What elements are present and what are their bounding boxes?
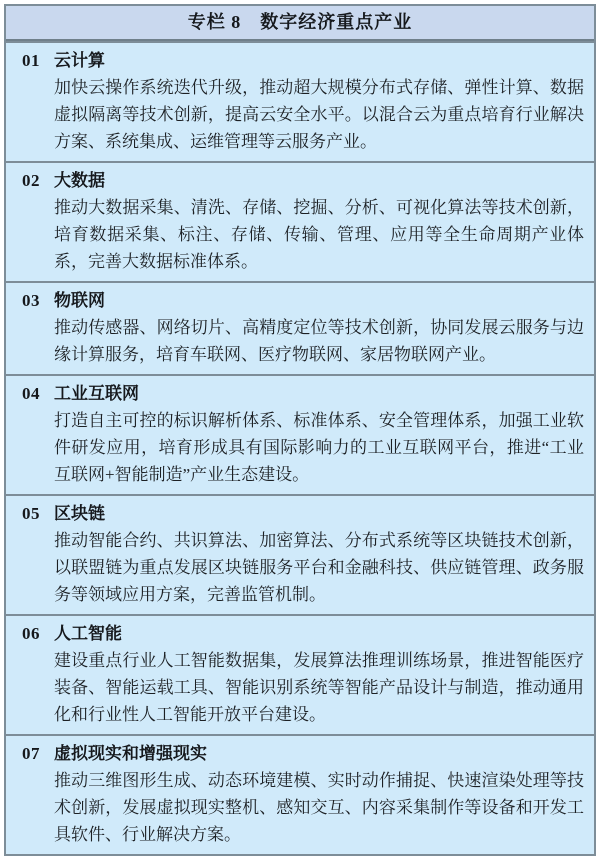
policy-box bbox=[4, 4, 596, 856]
row-title: 大数据 bbox=[54, 171, 105, 190]
industry-row-iot bbox=[6, 281, 594, 374]
row-title: 工业互联网 bbox=[54, 384, 139, 403]
industry-row-cloud-computing bbox=[6, 41, 594, 161]
row-number: 07 bbox=[22, 744, 40, 763]
row-description: 推动传感器、网络切片、高精度定位等技术创新，协同发展云服务与边缘计算服务，培育车联网、医疗物联网、家居物联网产业。 bbox=[54, 318, 584, 364]
row-head bbox=[22, 740, 584, 767]
row-description: 推动大数据采集、清洗、存储、挖掘、分析、可视化算法等技术创新，培育数据采集、标注、存储、传输、管理、应用等全生命周期产业体系，完善大数据标准体系。 bbox=[54, 198, 584, 271]
row-number: 02 bbox=[22, 171, 40, 190]
row-description: 推动三维图形生成、动态环境建模、实时动作捕捉、快速渲染处理等技术创新，发展虚拟现实整机、感知交互、内容采集制作等设备和开发工具软件、行业解决方案。 bbox=[54, 771, 584, 844]
row-head bbox=[22, 47, 584, 74]
industry-row-big-data bbox=[6, 161, 594, 281]
row-number: 03 bbox=[22, 291, 40, 310]
row-title: 人工智能 bbox=[54, 624, 122, 643]
row-head bbox=[22, 620, 584, 647]
industry-row-ai bbox=[6, 614, 594, 734]
box-title: 专栏 8 数字经济重点产业 bbox=[187, 12, 413, 32]
box-header bbox=[6, 6, 594, 41]
row-number: 04 bbox=[22, 384, 40, 403]
row-title: 云计算 bbox=[54, 51, 105, 70]
row-number: 05 bbox=[22, 504, 40, 523]
row-description: 建设重点行业人工智能数据集，发展算法推理训练场景，推进智能医疗装备、智能运载工具、智能识别系统等智能产品设计与制造，推动通用化和行业性人工智能开放平台建设。 bbox=[54, 651, 584, 724]
row-title: 区块链 bbox=[54, 504, 105, 523]
industry-row-blockchain bbox=[6, 494, 594, 614]
row-head bbox=[22, 500, 584, 527]
row-head bbox=[22, 167, 584, 194]
row-number: 01 bbox=[22, 51, 40, 70]
row-title: 虚拟现实和增强现实 bbox=[54, 744, 207, 763]
industry-row-vr-ar bbox=[6, 734, 594, 854]
row-description: 加快云操作系统迭代升级，推动超大规模分布式存储、弹性计算、数据虚拟隔离等技术创新，提高云安全水平。以混合云为重点培育行业解决方案、系统集成、运维管理等云服务产业。 bbox=[54, 78, 584, 151]
row-description: 打造自主可控的标识解析体系、标准体系、安全管理体系，加强工业软件研发应用，培育形成具有国际影响力的工业互联网平台，推进“工业互联网+智能制造”产业生态建设。 bbox=[54, 411, 584, 484]
row-description: 推动智能合约、共识算法、加密算法、分布式系统等区块链技术创新，以联盟链为重点发展区块链服务平台和金融科技、供应链管理、政务服务等领域应用方案，完善监管机制。 bbox=[54, 531, 584, 604]
row-head bbox=[22, 380, 584, 407]
row-number: 06 bbox=[22, 624, 40, 643]
row-head bbox=[22, 287, 584, 314]
row-title: 物联网 bbox=[54, 291, 105, 310]
industry-row-industrial-internet bbox=[6, 374, 594, 494]
